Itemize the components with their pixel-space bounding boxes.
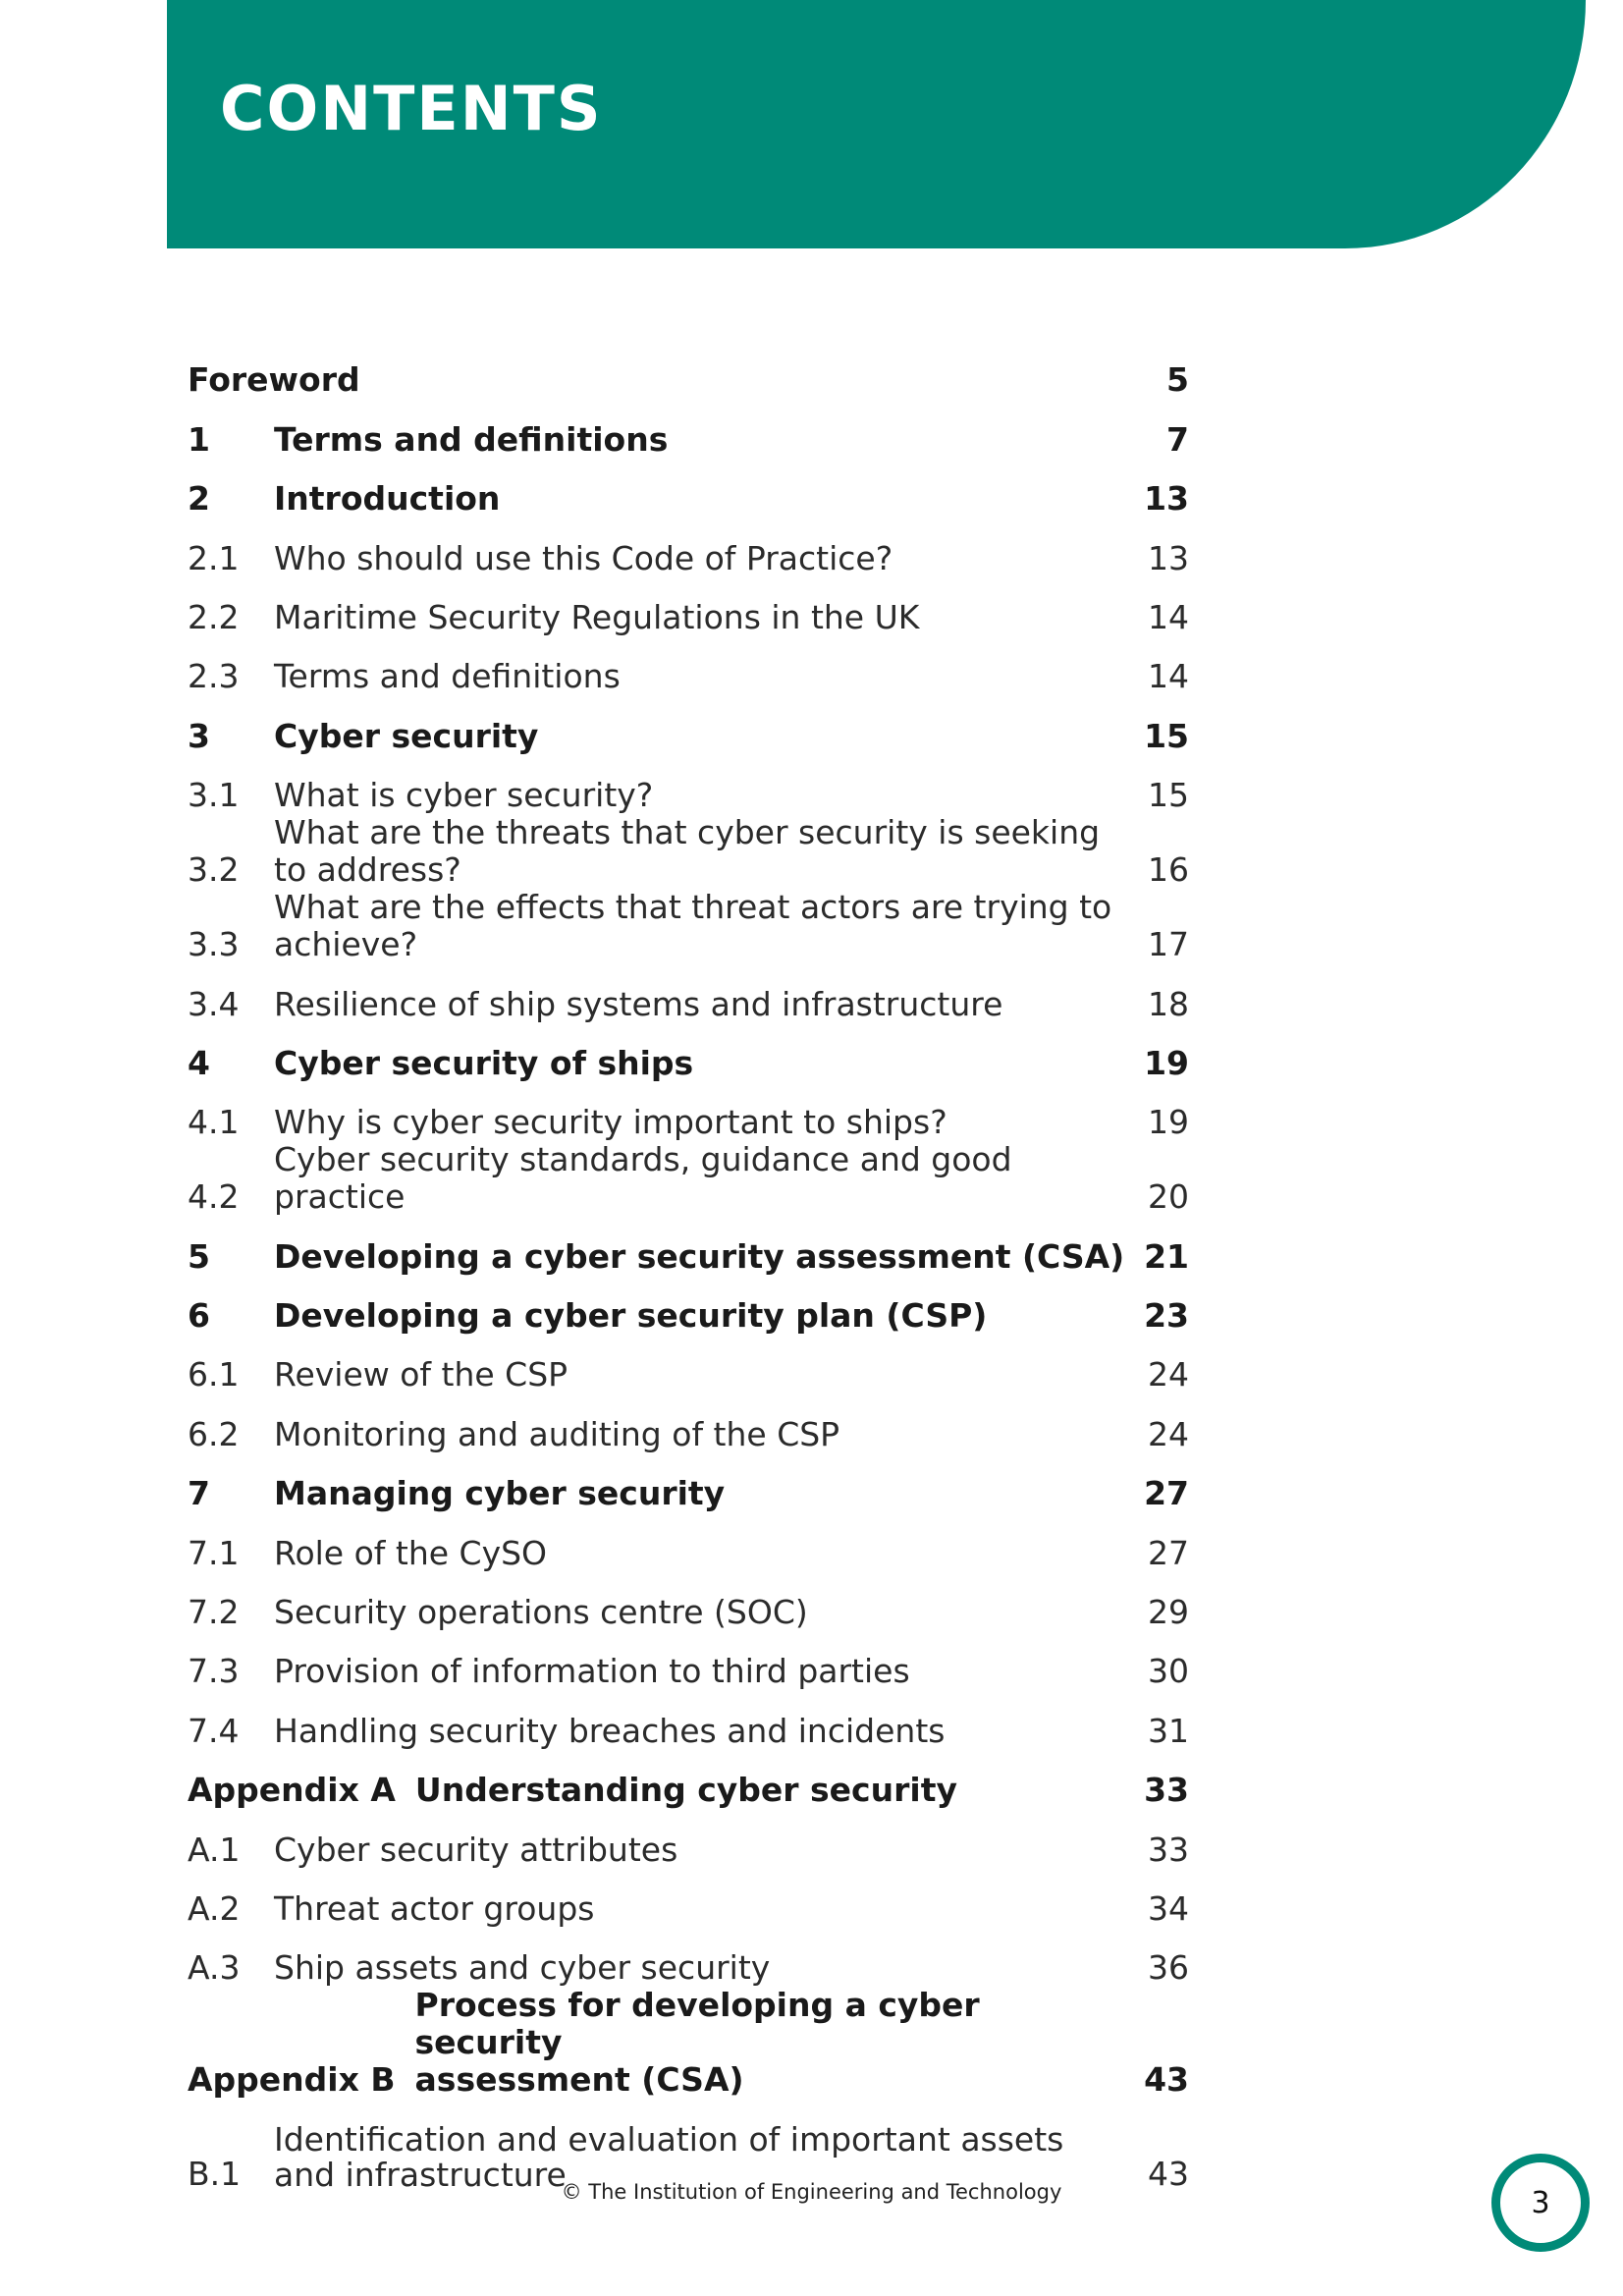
- toc-entry-number: 7.3: [188, 1652, 240, 1691]
- toc-entry[interactable]: [188, 1987, 1189, 2099]
- toc-entry-number: A.3: [188, 1948, 241, 1988]
- toc-entry[interactable]: [188, 1141, 1189, 1216]
- toc-entry-page: 20: [1148, 1177, 1189, 1217]
- toc-entry[interactable]: [188, 1750, 1189, 1809]
- toc-entry-page: 5: [1166, 360, 1189, 400]
- toc-entry-number: 6.1: [188, 1355, 240, 1394]
- toc-entry-title: Identification and evaluation of important assets and infrastructure: [274, 2120, 1064, 2195]
- toc-entry-number: 1: [188, 419, 210, 459]
- toc-entry-page: 14: [1148, 657, 1189, 696]
- toc-entry-title: Understanding cyber security: [414, 1771, 957, 1810]
- toc-entry-page: 19: [1144, 1043, 1189, 1082]
- toc-entry-title: Threat actor groups: [274, 1888, 595, 1928]
- toc-entry-number: 3: [188, 716, 210, 755]
- toc-entry-title: Role of the CySO: [274, 1533, 548, 1572]
- toc-entry-page: 17: [1148, 925, 1189, 964]
- copyright-footer: © The Institution of Engineering and Technology: [561, 2180, 1062, 2204]
- toc-entry-number: 5: [188, 1236, 210, 1276]
- toc-entry-page: 27: [1144, 1474, 1189, 1513]
- toc-entry-number: A.2: [188, 1888, 241, 1928]
- toc-entry-number: 7.4: [188, 1711, 240, 1750]
- toc-entry-number: 3.4: [188, 984, 240, 1023]
- toc-entry[interactable]: [188, 459, 1189, 518]
- toc-entry[interactable]: [188, 755, 1189, 814]
- toc-entry-title: What is cyber security?: [274, 776, 654, 815]
- toc-entry-page: 27: [1148, 1533, 1189, 1572]
- toc-entry[interactable]: [188, 1572, 1189, 1631]
- toc-entry-title: Ship assets and cyber security: [274, 1948, 771, 1988]
- toc-entry-title: Handling security breaches and incidents: [274, 1711, 946, 1750]
- toc-entry-title: Cyber security of ships: [274, 1043, 694, 1082]
- table-of-contents: [188, 340, 1189, 2193]
- toc-entry-title: Resilience of ship systems and infrastructure: [274, 984, 1003, 1023]
- toc-entry-page: 31: [1148, 1711, 1189, 1750]
- toc-entry-page: 34: [1148, 1888, 1189, 1928]
- toc-entry[interactable]: [188, 518, 1189, 576]
- toc-entry[interactable]: [188, 1394, 1189, 1452]
- toc-entry-page: 23: [1144, 1296, 1189, 1336]
- toc-entry[interactable]: [188, 2099, 1189, 2193]
- toc-entry-number: 7.2: [188, 1593, 240, 1632]
- toc-entry-page: 29: [1148, 1593, 1189, 1632]
- toc-entry-title: Security operations centre (SOC): [274, 1593, 808, 1632]
- toc-entry[interactable]: [188, 577, 1189, 636]
- toc-entry-number: 7.1: [188, 1533, 240, 1572]
- toc-entry-number: Foreword: [188, 360, 360, 400]
- toc-entry-number: Appendix A: [188, 1771, 396, 1810]
- toc-entry-page: 16: [1148, 850, 1189, 890]
- toc-entry[interactable]: [188, 1023, 1189, 1082]
- toc-entry[interactable]: [188, 1512, 1189, 1571]
- toc-entry-number: 6: [188, 1296, 210, 1336]
- toc-entry-number: 4.2: [188, 1177, 240, 1217]
- toc-entry-number: 4: [188, 1043, 210, 1082]
- toc-entry-number: A.1: [188, 1830, 241, 1869]
- toc-entry-page: 14: [1148, 597, 1189, 636]
- toc-entry-title: Cyber security attributes: [274, 1830, 678, 1869]
- toc-entry-page: 30: [1148, 1652, 1189, 1691]
- toc-entry-page: 43: [1148, 2155, 1189, 2194]
- toc-entry-title: Who should use this Code of Practice?: [274, 538, 893, 577]
- toc-entry-title: Cyber security: [274, 716, 539, 755]
- page-title: CONTENTS: [220, 73, 603, 144]
- toc-entry[interactable]: [188, 1453, 1189, 1512]
- toc-entry-number: 3.3: [188, 925, 240, 964]
- toc-entry-number: 4.1: [188, 1103, 240, 1142]
- toc-entry-page: 7: [1166, 419, 1189, 459]
- toc-entry[interactable]: [188, 1335, 1189, 1394]
- toc-entry[interactable]: [188, 889, 1189, 963]
- page-number: 3: [1531, 2185, 1550, 2220]
- toc-entry-title: Process for developing a cyber security assessment (CSA): [414, 1986, 980, 2100]
- toc-entry-page: 24: [1148, 1355, 1189, 1394]
- toc-entry-title: Provision of information to third parties: [274, 1652, 910, 1691]
- toc-entry-number: B.1: [188, 2155, 242, 2194]
- toc-entry-page: 13: [1148, 538, 1189, 577]
- header-banner: [167, 0, 1586, 248]
- toc-entry-page: 13: [1144, 479, 1189, 519]
- toc-entry-number: 3.2: [188, 850, 240, 890]
- toc-entry-page: 19: [1148, 1103, 1189, 1142]
- toc-entry[interactable]: [188, 814, 1189, 889]
- toc-entry-page: 21: [1144, 1236, 1189, 1276]
- toc-entry[interactable]: [188, 1690, 1189, 1749]
- toc-entry-page: 33: [1144, 1771, 1189, 1810]
- toc-entry[interactable]: [188, 1809, 1189, 1868]
- toc-entry-page: 15: [1144, 716, 1189, 755]
- toc-entry-number: 2.1: [188, 538, 240, 577]
- toc-entry-title: Maritime Security Regulations in the UK: [274, 597, 920, 636]
- page-number-badge: [1491, 2154, 1590, 2252]
- toc-entry-page: 33: [1148, 1830, 1189, 1869]
- toc-entry[interactable]: [188, 1216, 1189, 1275]
- toc-entry-title: Introduction: [274, 479, 501, 519]
- toc-entry-title: Developing a cyber security plan (CSP): [274, 1296, 988, 1336]
- toc-entry[interactable]: [188, 1276, 1189, 1335]
- toc-entry-title: Managing cyber security: [274, 1474, 726, 1513]
- toc-entry-title: Why is cyber security important to ships?: [274, 1103, 947, 1142]
- toc-entry-title: Developing a cyber security assessment (CSA): [274, 1236, 1125, 1276]
- toc-entry[interactable]: [188, 399, 1189, 458]
- toc-entry-number: 2.2: [188, 597, 240, 636]
- toc-entry-number: Appendix B: [188, 2060, 396, 2100]
- toc-entry[interactable]: [188, 636, 1189, 695]
- toc-entry-page: 36: [1148, 1948, 1189, 1988]
- toc-entry-title: Terms and definitions: [274, 657, 621, 696]
- toc-entry-number: 7: [188, 1474, 210, 1513]
- toc-entry-number: 2: [188, 479, 210, 519]
- toc-entry-number: 3.1: [188, 776, 240, 815]
- toc-entry-number: 6.2: [188, 1414, 240, 1453]
- toc-entry[interactable]: [188, 340, 1189, 399]
- toc-entry-title: What are the effects that threat actors are trying to achieve?: [274, 888, 1112, 964]
- toc-entry[interactable]: [188, 1082, 1189, 1141]
- toc-entry[interactable]: [188, 1631, 1189, 1690]
- toc-entry-title: Cyber security standards, guidance and good practice: [274, 1140, 1012, 1217]
- toc-entry[interactable]: [188, 963, 1189, 1022]
- toc-entry-page: 18: [1148, 984, 1189, 1023]
- toc-entry-number: 2.3: [188, 657, 240, 696]
- toc-entry-title: Review of the CSP: [274, 1355, 568, 1394]
- toc-entry-title: Terms and definitions: [274, 419, 669, 459]
- toc-entry-title: Monitoring and auditing of the CSP: [274, 1414, 840, 1453]
- toc-entry[interactable]: [188, 695, 1189, 754]
- toc-entry[interactable]: [188, 1928, 1189, 1987]
- toc-entry[interactable]: [188, 1869, 1189, 1928]
- toc-entry-page: 43: [1144, 2060, 1189, 2100]
- toc-entry-page: 15: [1148, 776, 1189, 815]
- toc-entry-title: What are the threats that cyber security is seeking to address?: [274, 813, 1101, 890]
- toc-entry-page: 24: [1148, 1414, 1189, 1453]
